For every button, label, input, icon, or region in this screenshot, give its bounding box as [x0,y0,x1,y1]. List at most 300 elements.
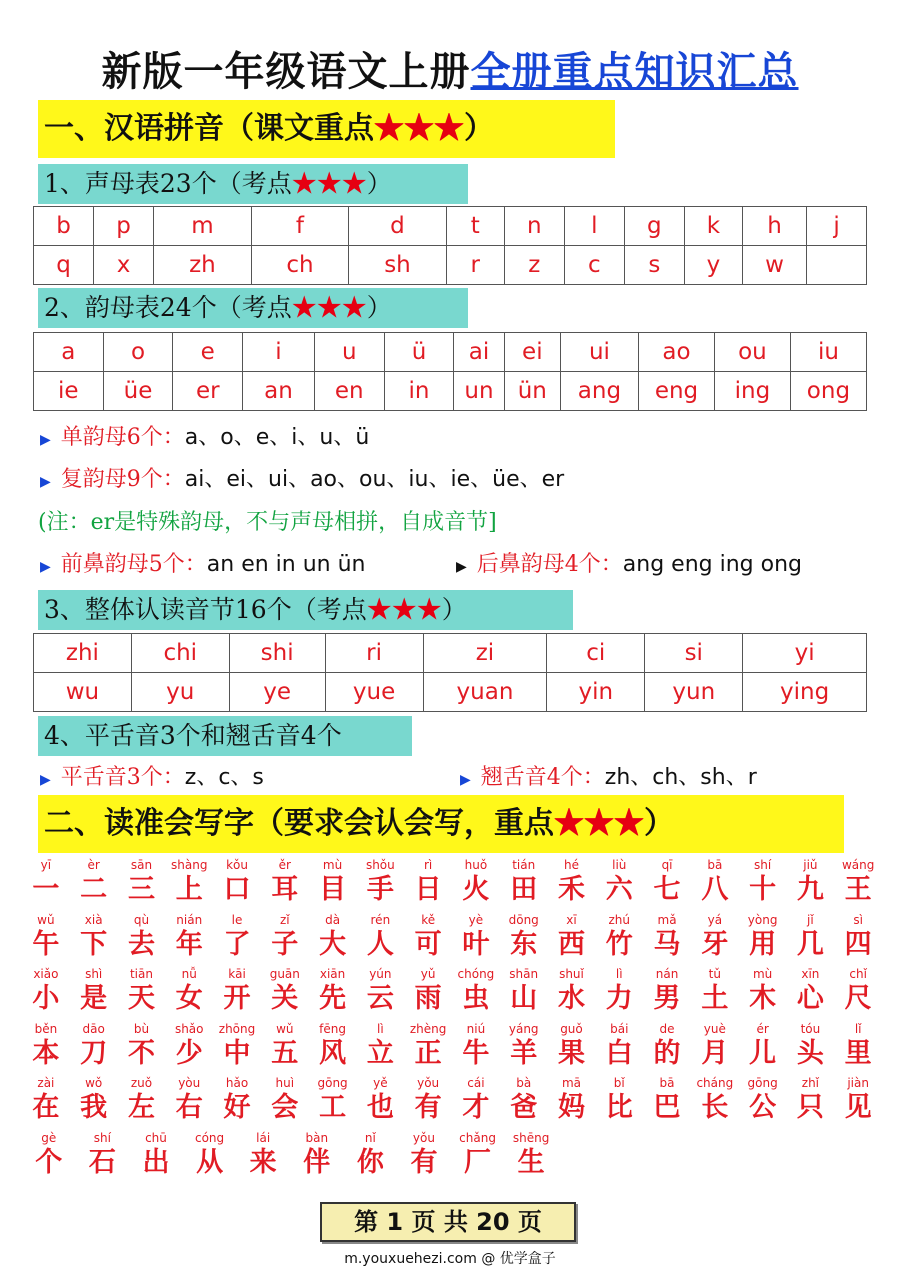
character-cell [691,910,739,965]
character-cell [739,910,787,965]
hanzi-char: 大 [319,928,347,960]
pinyin-label: shuǐ [559,967,584,981]
shengmu-cell [807,246,867,285]
pinyin-label: gōng [317,1076,348,1090]
pinyin-label: chóng [457,967,495,981]
hanzi-char: 月 [701,1037,729,1069]
section-1-heading: 一、汉语拼音（课文重点★★★） [38,100,615,158]
pinyin-label: zài [37,1076,55,1090]
hanzi-char: 伴 [303,1146,331,1178]
ping-line: ▶ 平舌音3个：z、c、s [40,765,264,790]
yunmu-cell: un [454,372,504,411]
character-cell [500,964,548,1019]
zhengti-cell: yun [645,673,743,712]
hanzi-char: 午 [32,928,60,960]
section-2-heading: 二、读准会写字（要求会认会写，重点★★★） [38,795,844,853]
pinyin-label: yī [40,858,52,872]
hanzi-char: 生 [517,1146,545,1178]
character-cell [118,964,166,1019]
pinyin-label: shān [509,967,539,981]
character-cell [118,1019,166,1074]
yunmu-cell: an [243,372,315,411]
pinyin-label: nán [655,967,679,981]
hanzi-char: 不 [127,1037,155,1069]
hanzi-char: 云 [366,983,394,1014]
pinyin-label: shí [93,1130,111,1145]
pinyin-label: dāo [82,1021,105,1036]
character-cell [261,1019,309,1074]
hanzi-char: 果 [557,1037,585,1069]
character-row [22,1128,882,1183]
hanzi-char: 才 [462,1092,490,1123]
pinyin-label: bā [707,858,723,872]
pinyin-label: mù [752,967,773,981]
character-cell [404,964,452,1019]
character-cell [236,1128,290,1183]
shengmu-cell: p [94,207,154,246]
character-cell [595,1019,643,1074]
title-part2: 全册重点知识汇总 [470,48,799,95]
hanzi-char: 三 [127,874,155,905]
pinyin-label: mā [561,1076,581,1090]
hanzi-char: 出 [142,1146,170,1178]
character-cell [165,1019,213,1074]
pinyin-label: yǔ [420,967,436,981]
pinyin-label: xiǎo [33,967,59,981]
character-cell [22,1019,70,1074]
hanzi-char: 立 [366,1037,394,1069]
character-cell [118,855,166,910]
character-cell [548,1019,596,1074]
hanzi-char: 人 [366,928,394,960]
pinyin-label: chū [145,1130,167,1145]
pinyin-label: shǎo [174,1021,204,1036]
hanzi-char: 儿 [749,1037,777,1069]
hanzi-char: 天 [127,983,155,1014]
pinyin-label: gè [41,1130,57,1145]
character-cell [739,1019,787,1074]
character-cell [595,1073,643,1128]
character-cell [452,910,500,965]
shengmu-cell: x [94,246,154,285]
character-cell [504,1128,558,1183]
character-cell [261,1073,309,1128]
pinyin-label: rén [370,912,391,927]
hanzi-char: 叶 [462,928,490,960]
character-cell [309,1019,357,1074]
pinyin-label: shàng [171,858,208,872]
character-cell [22,1128,76,1183]
shengmu-cell: ch [251,246,349,285]
shengmu-cell: zh [154,246,252,285]
character-cell [834,910,882,965]
yunmu-cell: en [314,372,384,411]
yunmu-row [34,333,867,372]
shengmu-table [33,206,867,285]
pinyin-label: bā [659,1076,675,1090]
pinyin-label: yě [373,1076,388,1090]
er-note: (注：er是特殊韵母，不与声母相拼，自成音节] [38,510,497,535]
character-cell [404,855,452,910]
pinyin-label: wǔ [276,1021,294,1036]
pinyin-label: cái [467,1076,485,1090]
pinyin-label: cháng [696,1076,734,1090]
character-cell [356,1019,404,1074]
pingqiao-heading: 4、平舌音3个和翘舌音4个 [38,716,412,756]
character-cell [213,910,261,965]
pinyin-label: yǒu [417,1076,440,1090]
pinyin-label: yún [369,967,392,981]
hanzi-char: 的 [653,1037,681,1069]
hanzi-char: 只 [796,1092,824,1123]
character-cell [70,910,118,965]
hanzi-char: 五 [271,1037,299,1069]
hanzi-char: 目 [319,874,347,905]
qian-bi-line: ▶ 前鼻韵母5个：an en in un ün [40,552,366,577]
character-cell [165,964,213,1019]
character-cell [548,1073,596,1128]
hanzi-char: 里 [844,1037,872,1069]
character-cell [165,910,213,965]
pinyin-label: yáng [508,1021,539,1036]
zhengti-cell: si [645,634,743,673]
character-cell [309,1073,357,1128]
zhengti-cell: wu [34,673,132,712]
pinyin-label: zhǐ [801,1076,820,1090]
shengmu-row [34,207,867,246]
yunmu-cell: in [384,372,454,411]
hanzi-char: 个 [35,1146,63,1178]
pinyin-label: tiān [129,967,153,981]
pinyin-label: le [231,912,243,927]
pinyin-label: lì [377,1021,384,1036]
hanzi-char: 虫 [462,983,490,1014]
pinyin-label: chǎng [459,1130,496,1145]
character-cell [739,964,787,1019]
hanzi-char: 山 [510,983,538,1014]
hanzi-char: 禾 [557,874,585,905]
pinyin-label: lái [256,1130,271,1145]
character-cell [404,1019,452,1074]
pinyin-label: dà [325,912,341,927]
zhengti-heading: 3、整体认读音节16个（考点★★★） [38,590,573,630]
character-cell [309,910,357,965]
shengmu-cell: q [34,246,94,285]
pinyin-label: shǒu [365,858,395,872]
pinyin-label: huì [275,1076,295,1090]
pinyin-label: shì [85,967,103,981]
zhengti-cell: zi [423,634,547,673]
yunmu-cell: ing [715,372,791,411]
character-cell [309,964,357,1019]
character-cell [548,910,596,965]
pinyin-label: tóu [800,1021,821,1036]
yunmu-cell: üe [103,372,173,411]
shengmu-cell: j [807,207,867,246]
zhengti-cell: shi [229,634,325,673]
zhengti-cell: ri [325,634,423,673]
pinyin-label: zhú [608,912,631,927]
hanzi-char: 好 [223,1092,251,1123]
hanzi-char: 正 [414,1037,442,1069]
hanzi-char: 西 [557,928,585,960]
pinyin-label: hé [563,858,579,872]
yunmu-cell: ou [715,333,791,372]
pinyin-label: nǐ [364,1130,376,1145]
pinyin-label: fēng [319,1021,346,1036]
character-cell [22,910,70,965]
hanzi-char: 东 [510,928,538,960]
pinyin-label: nián [176,912,203,927]
character-cell [834,964,882,1019]
dan-yunmu-line: ▶ 单韵母6个：a、o、e、i、u、ü [40,425,370,450]
hanzi-char: 木 [749,983,777,1014]
character-cell [452,1019,500,1074]
pinyin-label: wǒ [85,1076,103,1090]
hanzi-char: 有 [414,1092,442,1123]
pinyin-label: shí [754,858,772,872]
hou-bi-line: ▶ 后鼻韵母4个：ang eng ing ong [456,552,802,577]
hanzi-char: 有 [410,1146,438,1178]
hanzi-char: 男 [653,983,681,1014]
character-cell [261,964,309,1019]
pinyin-label: tián [512,858,536,872]
hanzi-char: 本 [32,1037,60,1069]
hanzi-char: 可 [414,928,442,960]
hanzi-char: 公 [749,1092,777,1123]
shengmu-cell: y [684,246,742,285]
yunmu-table [33,332,867,411]
pinyin-label: zuǒ [130,1076,153,1090]
pinyin-label: qī [661,858,673,872]
zhengti-cell: ye [229,673,325,712]
pinyin-label: nǚ [181,967,197,981]
character-cell [500,1073,548,1128]
page-indicator: 第 1 页 共 20 页 [320,1202,576,1242]
character-cell [290,1128,344,1183]
hanzi-char: 厂 [464,1146,492,1178]
character-cell [834,855,882,910]
zhengti-row [34,634,867,673]
hanzi-char: 耳 [271,874,299,905]
character-cell [70,1073,118,1128]
character-cell [595,855,643,910]
pinyin-label: yòu [178,1076,201,1090]
pinyin-label: huǒ [464,858,488,872]
shengmu-cell: c [564,246,624,285]
character-cell [452,964,500,1019]
pinyin-label: niú [466,1021,486,1036]
character-cell [595,964,643,1019]
triangle-bullet-icon: ▶ [40,772,51,788]
character-cell [76,1128,130,1183]
pinyin-label: mǎ [657,912,677,927]
character-cell [70,855,118,910]
character-cell [787,1073,835,1128]
shengmu-cell: d [349,207,447,246]
hanzi-char: 竹 [605,928,633,960]
shengmu-cell: s [624,246,684,285]
shengmu-cell: w [742,246,806,285]
zhengti-cell: yu [131,673,229,712]
shengmu-cell: r [446,246,504,285]
character-cell [356,964,404,1019]
hanzi-char: 开 [223,983,251,1014]
shengmu-cell: f [251,207,349,246]
character-cell [356,1073,404,1128]
hanzi-char: 也 [366,1092,394,1123]
character-cell [22,1073,70,1128]
character-cell [22,964,70,1019]
character-cell [397,1128,451,1183]
hanzi-char: 刀 [80,1037,108,1069]
character-cell [691,1073,739,1128]
yunmu-cell: ang [560,372,638,411]
hanzi-char: 手 [366,874,394,905]
shengmu-cell: n [504,207,564,246]
character-cell [691,964,739,1019]
shengmu-cell: m [154,207,252,246]
zhengti-cell: yin [547,673,645,712]
character-cell [643,1073,691,1128]
shengmu-cell: g [624,207,684,246]
hanzi-char: 四 [844,928,872,960]
yunmu-cell: i [243,333,315,372]
pinyin-label: sān [130,858,153,872]
hanzi-char: 力 [605,983,633,1014]
pinyin-label: qù [133,912,150,927]
shengmu-cell: sh [349,246,447,285]
hanzi-char: 我 [80,1092,108,1123]
shengmu-cell: l [564,207,624,246]
pinyin-label: mù [322,858,343,872]
hanzi-char: 羊 [510,1037,538,1069]
yunmu-cell: u [314,333,384,372]
page-title [0,40,900,97]
pinyin-label: rì [424,858,433,872]
pinyin-label: dōng [508,912,539,927]
yunmu-cell: ie [34,372,104,411]
character-cell [213,1019,261,1074]
character-cell [261,910,309,965]
hanzi-char: 了 [223,928,251,960]
hanzi-char: 口 [223,874,251,905]
pinyin-label: yòng [747,912,778,927]
hanzi-char: 右 [175,1092,203,1123]
pinyin-label: lǐ [854,1021,862,1036]
hanzi-char: 比 [605,1092,633,1123]
hanzi-char: 心 [796,983,824,1014]
hanzi-char: 马 [653,928,681,960]
pinyin-label: sì [853,912,863,927]
pinyin-label: yǒu [412,1130,435,1145]
shengmu-cell: b [34,207,94,246]
zhengti-cell: yue [325,673,423,712]
pinyin-label: kāi [228,967,246,981]
pinyin-label: tǔ [708,967,721,981]
hanzi-char: 中 [223,1037,251,1069]
hanzi-char: 白 [605,1037,633,1069]
character-cell [118,1073,166,1128]
pinyin-label: xīn [801,967,820,981]
hanzi-char: 田 [510,874,538,905]
hanzi-char: 七 [653,874,681,905]
character-cell [309,855,357,910]
yunmu-cell: ong [790,372,866,411]
yunmu-cell: a [34,333,104,372]
title-part1: 新版一年级语文上册 [101,48,471,95]
yunmu-cell: iu [790,333,866,372]
hanzi-char: 见 [844,1092,872,1123]
pinyin-label: zhōng [218,1021,256,1036]
hanzi-char: 子 [271,928,299,960]
character-cell [261,855,309,910]
character-cell [787,964,835,1019]
zhengti-row [34,673,867,712]
hanzi-char: 上 [175,874,203,905]
zhengti-table [33,633,867,712]
character-cell [739,1073,787,1128]
character-row [22,1073,882,1128]
character-cell [548,964,596,1019]
pinyin-label: wǔ [37,912,55,927]
hanzi-char: 用 [749,928,777,960]
yunmu-cell: ai [454,333,504,372]
pinyin-label: zǐ [279,912,290,927]
hanzi-char: 尺 [844,983,872,1014]
pinyin-label: wáng [841,858,875,872]
character-cell [739,855,787,910]
hanzi-char: 下 [80,928,108,960]
hanzi-char: 二 [80,874,108,905]
pinyin-label: bà [516,1076,532,1090]
qiao-line: ▶ 翘舌音4个：zh、ch、sh、r [460,765,757,790]
hanzi-char: 来 [249,1146,277,1178]
hanzi-char: 长 [701,1092,729,1123]
character-cell [500,1019,548,1074]
hanzi-char: 会 [271,1092,299,1123]
hanzi-char: 王 [844,874,872,905]
character-cell [595,910,643,965]
pinyin-label: bàn [305,1130,329,1145]
character-cell [404,910,452,965]
hanzi-char: 工 [319,1092,347,1123]
hanzi-char: 去 [127,928,155,960]
yunmu-cell: ui [560,333,638,372]
zhengti-cell: yuan [423,673,547,712]
hanzi-char: 牛 [462,1037,490,1069]
fu-yunmu-line: ▶ 复韵母9个：ai、ei、ui、ao、ou、iu、ie、üe、er [40,467,565,492]
character-cell [118,910,166,965]
yunmu-cell: eng [638,372,714,411]
pinyin-label: bǐ [613,1076,625,1090]
character-cell [643,910,691,965]
pinyin-label: èr [87,858,100,872]
shengmu-cell: z [504,246,564,285]
pinyin-label: cóng [194,1130,225,1145]
hanzi-char: 年 [175,928,203,960]
pinyin-label: hǎo [225,1076,249,1090]
pinyin-label: yá [707,912,723,927]
character-cell [452,1073,500,1128]
hanzi-char: 爸 [510,1092,538,1123]
hanzi-char: 小 [32,983,60,1014]
character-cell [165,855,213,910]
hanzi-char: 一 [32,874,60,905]
yunmu-cell: ei [504,333,560,372]
character-cell [183,1128,237,1183]
pinyin-label: yuè [703,1021,726,1036]
